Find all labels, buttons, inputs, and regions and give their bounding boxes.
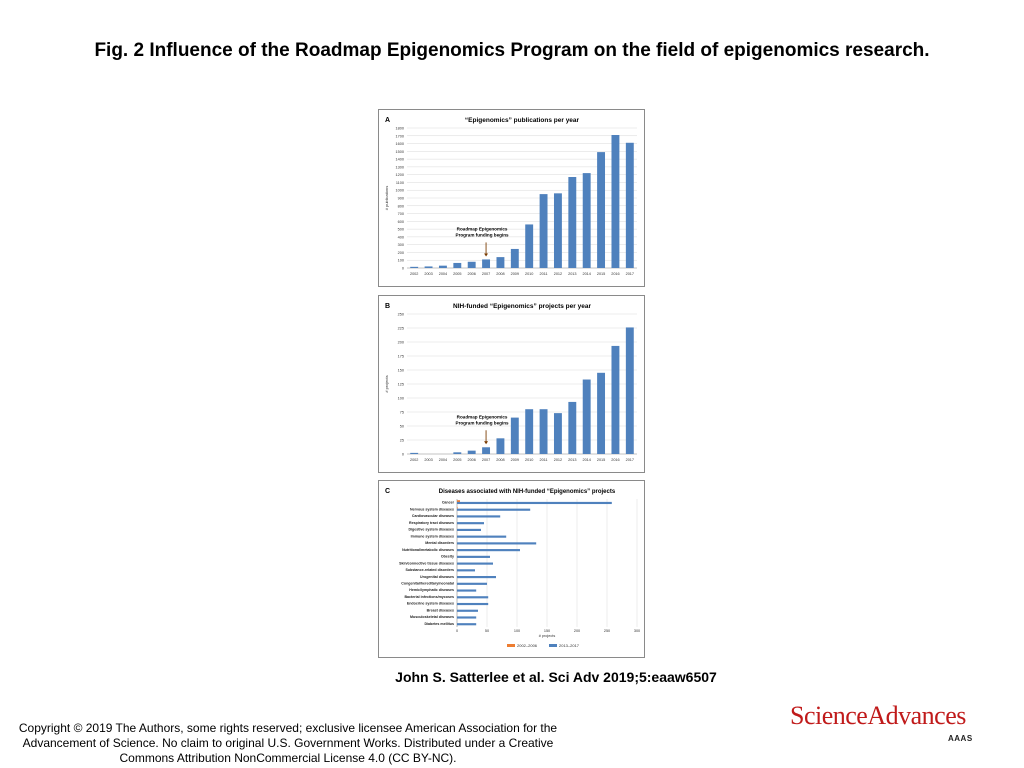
annotation-arrowhead	[484, 253, 488, 256]
bar	[457, 583, 487, 585]
y-tick-label: 1600	[395, 142, 404, 147]
category-label: Skin/connective tissue diseases	[399, 561, 454, 566]
y-tick-label: 1000	[395, 188, 404, 193]
bar	[457, 603, 488, 605]
category-label: Endocrine system diseases	[406, 601, 454, 606]
y-tick-label: 100	[397, 258, 404, 263]
bar	[457, 556, 490, 558]
x-tick-label: 2010	[524, 272, 534, 276]
y-tick-label: 1500	[395, 149, 404, 154]
bar	[525, 409, 533, 454]
x-tick-label: 2016	[611, 458, 620, 462]
category-label: Substance-related disorders	[405, 568, 454, 573]
y-tick-label: 0	[401, 266, 404, 271]
x-tick-label: 2015	[596, 458, 606, 462]
x-tick-label: 300	[633, 629, 641, 633]
bar	[439, 266, 447, 268]
y-tick-label: 700	[397, 212, 404, 217]
legend-swatch	[507, 644, 515, 647]
x-tick-label: 2015	[596, 272, 606, 276]
bar	[457, 563, 493, 565]
y-tick-label: 1400	[395, 157, 404, 162]
y-tick-label: 200	[397, 250, 404, 255]
projects-chart	[379, 296, 644, 472]
category-label: Cancer	[441, 500, 454, 505]
bar	[568, 402, 576, 454]
x-tick-label: 2014	[582, 272, 591, 276]
legend-label: 2002–2006	[517, 643, 538, 648]
publications-chart	[379, 110, 644, 286]
chart-title: NIH-funded “Epigenomics” projects per year	[453, 303, 591, 310]
bar	[457, 515, 500, 517]
diseases-chart	[379, 481, 644, 657]
x-tick-label: 2011	[539, 272, 548, 276]
annotation-label: Roadmap Epigenomics	[456, 226, 508, 232]
bar	[457, 549, 520, 551]
y-tick-label: 75	[399, 410, 404, 415]
chart-title: Diseases associated with NIH-funded “Epigenomics” projects	[438, 489, 616, 495]
x-tick-label: 2004	[438, 458, 448, 462]
category-label: Immune system diseases	[410, 534, 454, 539]
x-tick-label: 2014	[582, 458, 591, 462]
y-tick-label: 300	[397, 243, 404, 248]
y-tick-label: 1200	[395, 173, 404, 178]
bar	[482, 447, 490, 454]
bar	[468, 451, 476, 454]
aaas-logo: AAAS	[948, 734, 973, 743]
y-axis-label: # publications	[384, 185, 389, 211]
x-tick-label: 2004	[438, 272, 448, 276]
x-tick-label: 2003	[424, 458, 433, 462]
x-tick-label: 2016	[611, 272, 620, 276]
y-tick-label: 900	[397, 196, 404, 201]
bar	[457, 536, 506, 538]
bar	[611, 135, 619, 268]
category-label: Nutritional/metabolic diseases	[402, 547, 454, 552]
x-tick-label: 150	[543, 629, 551, 633]
category-label: Nervous system diseases	[410, 507, 454, 512]
category-label: Hemic/lymphatic diseases	[409, 588, 454, 593]
y-tick-label: 225	[397, 326, 404, 331]
x-tick-label: 2005	[453, 272, 462, 276]
chart-title: “Epigenomics” publications per year	[464, 117, 580, 124]
y-tick-label: 125	[397, 382, 404, 387]
y-tick-label: 1300	[395, 165, 404, 170]
y-tick-label: 50	[399, 424, 404, 429]
bar	[453, 452, 461, 454]
bar	[457, 589, 476, 591]
bar	[457, 509, 530, 511]
bar	[453, 263, 461, 268]
x-tick-label: 2007	[481, 272, 491, 276]
bar	[457, 616, 476, 618]
x-tick-label: 200	[573, 629, 581, 633]
bar	[496, 257, 504, 268]
x-tick-label: 0	[455, 629, 459, 633]
y-axis-label: # projects	[384, 375, 389, 393]
slide-title: Fig. 2 Influence of the Roadmap Epigenomics Program on the field of epigenomics research.	[94, 40, 930, 61]
y-tick-label: 1700	[395, 134, 404, 139]
bar	[410, 453, 418, 454]
bar	[457, 529, 481, 531]
bar	[525, 224, 533, 268]
panel-letter: C	[385, 488, 391, 495]
y-tick-label: 25	[399, 438, 404, 443]
x-tick-label: 2008	[496, 458, 505, 462]
category-label: Diabetes mellitus	[424, 621, 454, 626]
x-tick-label: 2017	[625, 272, 635, 276]
y-tick-label: 800	[397, 204, 404, 209]
bar	[457, 623, 476, 625]
x-tick-label: 2002	[409, 458, 419, 462]
x-tick-label: 2017	[625, 458, 635, 462]
category-label: Obesity	[440, 554, 454, 559]
category-label: Digestive system diseases	[408, 527, 454, 532]
chart-panel-a	[378, 109, 645, 287]
science-advances-logo: ScienceAdvances	[790, 701, 966, 730]
legend-swatch	[549, 644, 557, 647]
bar	[511, 249, 519, 268]
x-tick-label: 100	[513, 629, 521, 633]
x-axis-label: # projects	[538, 634, 556, 638]
category-label: Congenital/hereditary/neonatal	[401, 581, 454, 586]
category-label: Respiratory tract diseases	[409, 520, 454, 525]
x-tick-label: 2006	[467, 458, 476, 462]
x-tick-label: 2012	[553, 272, 563, 276]
bar	[568, 177, 576, 268]
copyright-notice: Copyright © 2019 The Authors, some rights reserved; exclusive licensee American Association for the Advancement of Science. No claim to original U.S. Government Works. Distributed under a Creative Commons Attribution NonCommercial License 4.0 (CC BY-NC).	[18, 721, 558, 765]
x-tick-label: 2013	[568, 458, 577, 462]
bar	[425, 266, 433, 268]
bar	[457, 569, 475, 571]
x-tick-label: 2009	[510, 272, 520, 276]
x-tick-label: 2003	[424, 272, 433, 276]
panel-letter: A	[385, 117, 391, 124]
x-tick-label: 2012	[553, 458, 563, 462]
category-label: Breast diseases	[426, 608, 454, 613]
bar	[626, 143, 634, 268]
y-tick-label: 250	[397, 312, 404, 317]
bar	[583, 380, 591, 454]
bar	[457, 542, 536, 544]
category-label: Mental disorders	[425, 541, 454, 546]
x-tick-label: 2009	[510, 458, 520, 462]
y-tick-label: 0	[401, 452, 404, 457]
bar	[511, 418, 519, 454]
chart-panel-b	[378, 295, 645, 473]
bar	[597, 373, 605, 454]
bar	[597, 152, 605, 268]
bar	[457, 576, 496, 578]
bar	[496, 438, 504, 454]
bar	[626, 327, 634, 454]
bar	[540, 409, 548, 454]
x-tick-label: 50	[484, 629, 490, 633]
y-tick-label: 150	[397, 368, 404, 373]
annotation-label: Program funding begins	[455, 232, 509, 238]
y-tick-label: 400	[397, 235, 404, 240]
x-tick-label: 2013	[568, 272, 577, 276]
bar	[457, 610, 478, 612]
bar	[457, 596, 488, 598]
chart-panel-c	[378, 480, 645, 658]
category-label: Urogenital diseases	[420, 574, 454, 579]
bar	[457, 522, 484, 524]
y-tick-label: 175	[397, 354, 404, 359]
y-tick-label: 1100	[395, 180, 404, 185]
y-tick-label: 100	[397, 396, 404, 401]
annotation-label: Program funding begins	[455, 420, 509, 426]
category-label: Musculoskeletal diseases	[410, 615, 454, 620]
bar	[554, 413, 562, 454]
x-tick-label: 250	[603, 629, 611, 633]
x-tick-label: 2006	[467, 272, 476, 276]
bar	[611, 346, 619, 454]
category-label: Bacterial infections/mycoses	[404, 594, 454, 599]
x-tick-label: 2011	[539, 458, 548, 462]
bar	[410, 267, 418, 268]
y-tick-label: 200	[397, 340, 404, 345]
bar	[468, 262, 476, 268]
category-label: Cardiovascular diseases	[411, 514, 454, 519]
bar	[457, 502, 612, 504]
x-tick-label: 2005	[453, 458, 462, 462]
panel-letter: B	[385, 303, 391, 310]
x-tick-label: 2010	[524, 458, 534, 462]
bar	[583, 173, 591, 268]
citation: John S. Satterlee et al. Sci Adv 2019;5:eaaw6507	[395, 669, 717, 685]
x-tick-label: 2007	[481, 458, 491, 462]
y-tick-label: 500	[397, 227, 404, 232]
x-tick-label: 2002	[409, 272, 419, 276]
y-tick-label: 600	[397, 219, 404, 224]
bar	[540, 194, 548, 268]
annotation-label: Roadmap Epigenomics	[456, 414, 508, 420]
annotation-arrowhead	[484, 441, 488, 444]
bar	[482, 259, 490, 268]
y-tick-label: 1800	[395, 126, 404, 131]
legend-label: 2013–2017	[559, 643, 580, 648]
bar	[554, 193, 562, 268]
x-tick-label: 2008	[496, 272, 505, 276]
